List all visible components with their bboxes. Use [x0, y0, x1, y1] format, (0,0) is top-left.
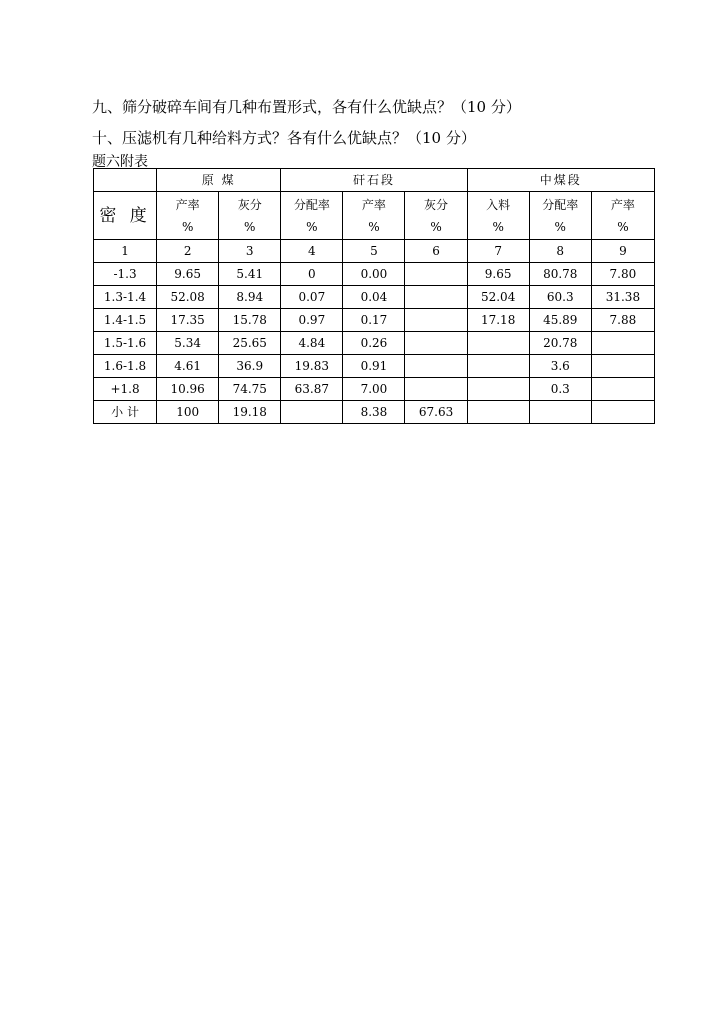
group-header-row — [94, 169, 655, 192]
question-10: 十、压滤机有几种给料方式？各有什么优缺点？（10 分） — [92, 129, 476, 147]
table-cell: 17.35 — [157, 309, 219, 332]
table-cell: 10.96 — [157, 378, 219, 401]
table-body — [94, 240, 655, 424]
table-cell: 36.9 — [219, 355, 281, 378]
table-cell: 0.26 — [343, 332, 405, 355]
table-cell — [405, 263, 467, 286]
sub-header-name: 产率 — [175, 197, 200, 212]
sub-header-4 — [343, 192, 405, 240]
table-cell: 19.18 — [219, 401, 281, 424]
sub-header-unit: % — [181, 219, 194, 234]
table-row — [94, 401, 655, 424]
table-cell — [591, 401, 654, 424]
sub-header-name: 灰分 — [424, 197, 449, 212]
table-caption: 题六附表 — [92, 154, 148, 170]
table-row — [94, 355, 655, 378]
table-cell: 0.07 — [281, 286, 343, 309]
sub-header-7 — [529, 192, 591, 240]
table-cell: 4 — [281, 240, 343, 263]
table-cell: 74.75 — [219, 378, 281, 401]
table-cell: 7 — [467, 240, 529, 263]
table-cell: 4.84 — [281, 332, 343, 355]
sub-header-5 — [405, 192, 467, 240]
table-row — [94, 286, 655, 309]
density-cell: 1 — [94, 240, 157, 263]
sub-header-unit: % — [430, 219, 442, 234]
sub-header-1 — [157, 192, 219, 240]
table-cell: 17.18 — [467, 309, 529, 332]
sub-header-3 — [281, 192, 343, 240]
table-cell: 7.88 — [591, 309, 654, 332]
table-cell: 9.65 — [157, 263, 219, 286]
table-cell: 3.6 — [529, 355, 591, 378]
sub-header-unit: % — [306, 219, 318, 234]
table-cell — [405, 332, 467, 355]
table-cell: 5 — [343, 240, 405, 263]
table-cell — [405, 309, 467, 332]
table-cell: 8 — [529, 240, 591, 263]
group-header-gangue: 矸石段 — [281, 169, 467, 192]
table-row — [94, 332, 655, 355]
table-cell — [467, 378, 529, 401]
table-row — [94, 378, 655, 401]
sub-header-unit: % — [244, 219, 256, 234]
table-cell: 7.80 — [591, 263, 654, 286]
density-cell: 1.6-1.8 — [94, 355, 157, 378]
table-cell: 5.41 — [219, 263, 281, 286]
table-cell — [281, 401, 343, 424]
table-cell: 0.00 — [343, 263, 405, 286]
sub-header-name: 分配率 — [542, 197, 579, 212]
table-cell: 8.94 — [219, 286, 281, 309]
table-cell: 6 — [405, 240, 467, 263]
table-cell: 0.04 — [343, 286, 405, 309]
density-cell: 小 计 — [94, 401, 157, 424]
table-cell: 80.78 — [529, 263, 591, 286]
table-cell: 20.78 — [529, 332, 591, 355]
table-cell — [405, 378, 467, 401]
group-header-raw-coal: 原 煤 — [157, 169, 281, 192]
sub-header-unit: % — [492, 219, 504, 234]
table-cell — [529, 401, 591, 424]
sub-header-2 — [219, 192, 281, 240]
table-row — [94, 263, 655, 286]
table-cell: 9.65 — [467, 263, 529, 286]
sub-header-unit: % — [617, 219, 629, 234]
table-cell: 15.78 — [219, 309, 281, 332]
group-header-middlings: 中煤段 — [467, 169, 654, 192]
table-cell: 9 — [591, 240, 654, 263]
table-cell — [591, 332, 654, 355]
table-cell: 67.63 — [405, 401, 467, 424]
table-cell: 45.89 — [529, 309, 591, 332]
table-cell — [591, 378, 654, 401]
table-cell: 31.38 — [591, 286, 654, 309]
table-cell: 60.3 — [529, 286, 591, 309]
table-cell: 100 — [157, 401, 219, 424]
sub-header-row — [94, 192, 655, 240]
sub-header-unit: % — [554, 219, 566, 234]
table-cell — [591, 355, 654, 378]
table-cell — [467, 332, 529, 355]
table-cell — [405, 355, 467, 378]
table-cell: 2 — [157, 240, 219, 263]
table-cell: 4.61 — [157, 355, 219, 378]
density-cell: 1.3-1.4 — [94, 286, 157, 309]
density-cell: -1.3 — [94, 263, 157, 286]
table-cell: 0 — [281, 263, 343, 286]
table-cell — [405, 286, 467, 309]
sub-header-name: 灰分 — [237, 197, 262, 212]
table-cell: 63.87 — [281, 378, 343, 401]
table-cell: 0.3 — [529, 378, 591, 401]
sub-header-name: 产率 — [610, 197, 635, 212]
table-row — [94, 240, 655, 263]
corner-cell — [94, 169, 157, 192]
table-cell: 7.00 — [343, 378, 405, 401]
density-cell: +1.8 — [94, 378, 157, 401]
density-header: 密 度 — [94, 192, 157, 240]
question-9: 九、筛分破碎车间有几种布置形式，各有什么优缺点？（10 分） — [92, 98, 521, 116]
sub-header-name: 产率 — [361, 197, 386, 212]
density-cell: 1.5-1.6 — [94, 332, 157, 355]
table-cell: 52.04 — [467, 286, 529, 309]
sub-header-name: 入料 — [486, 197, 511, 212]
table-cell: 0.97 — [281, 309, 343, 332]
table-cell: 0.91 — [343, 355, 405, 378]
table-cell: 52.08 — [157, 286, 219, 309]
density-table — [93, 168, 655, 424]
table-cell: 25.65 — [219, 332, 281, 355]
table-cell: 19.83 — [281, 355, 343, 378]
sub-header-unit: % — [368, 219, 380, 234]
table-cell: 3 — [219, 240, 281, 263]
table-cell — [467, 401, 529, 424]
table-row — [94, 309, 655, 332]
table-cell: 5.34 — [157, 332, 219, 355]
table-cell: 0.17 — [343, 309, 405, 332]
sub-header-name: 分配率 — [293, 197, 330, 212]
density-cell: 1.4-1.5 — [94, 309, 157, 332]
sub-header-8 — [591, 192, 654, 240]
table-cell — [467, 355, 529, 378]
table-cell: 8.38 — [343, 401, 405, 424]
sub-header-6 — [467, 192, 529, 240]
